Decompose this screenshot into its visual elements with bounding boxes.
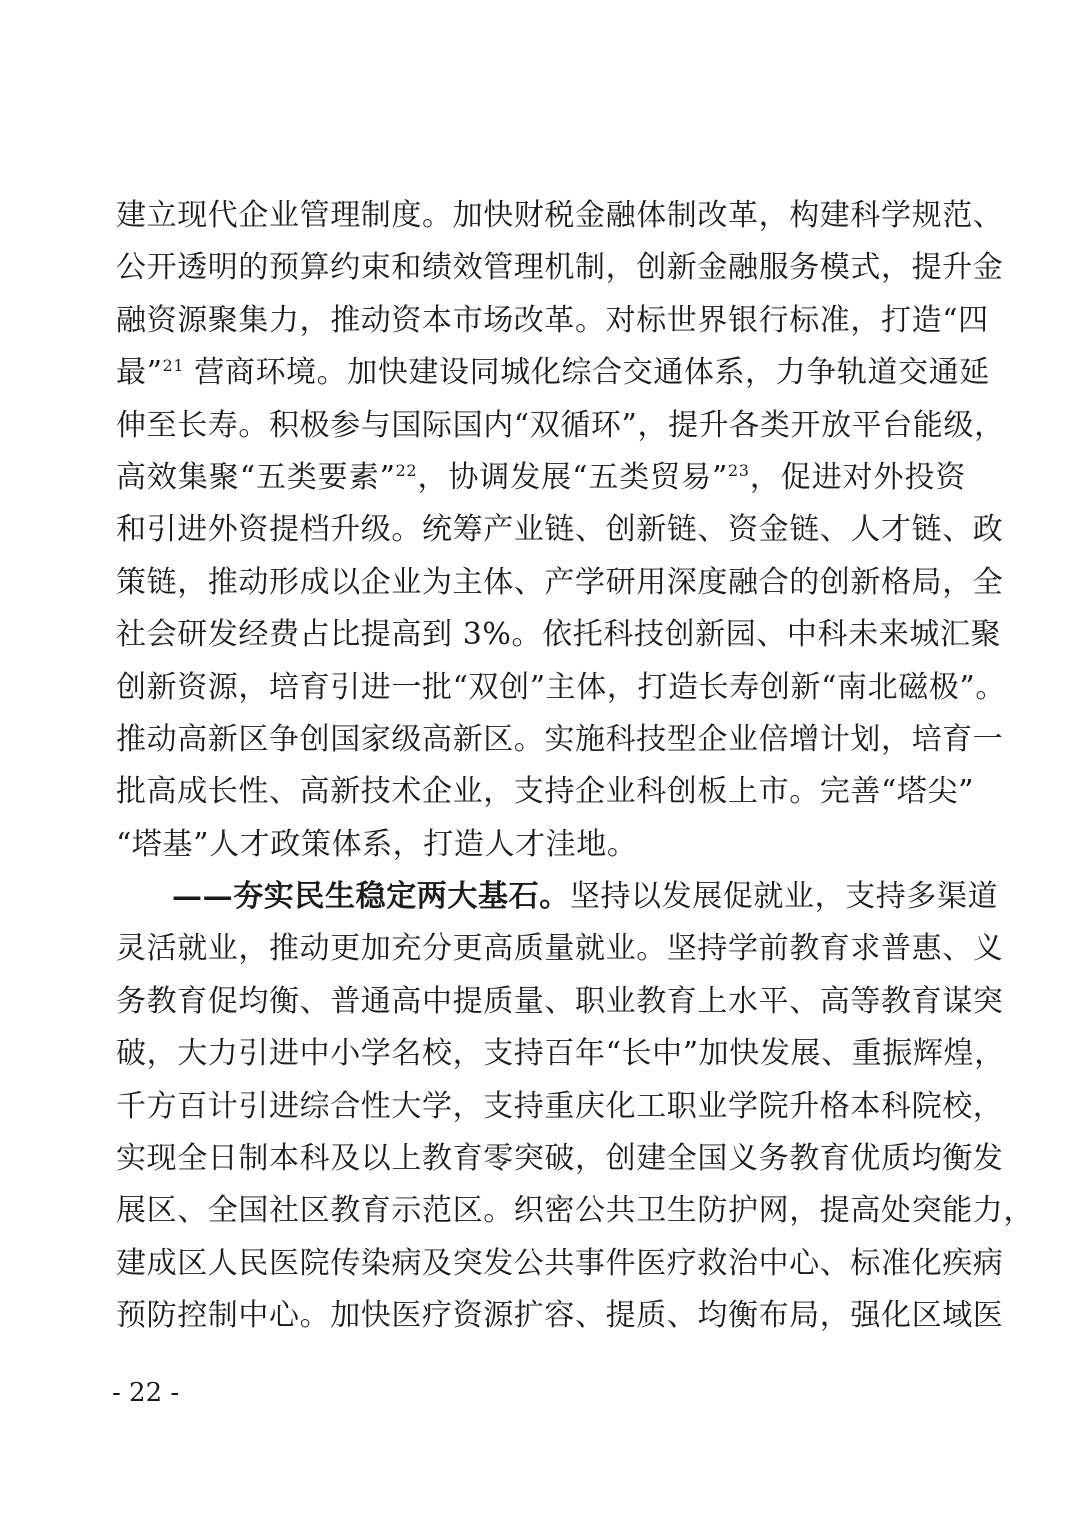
text-line: 破，大力引进中小学名校，支持百年“长中”加快发展、重振辉煌，: [116, 1036, 1005, 1072]
text-line: [116, 347, 990, 399]
text-line: [116, 871, 999, 923]
text-span: 高效集聚“五类要素”: [116, 459, 396, 495]
text-line: 社会研发经费占比提高到 3%。依托科技创新园、中科未来城汇聚: [116, 617, 1002, 653]
text-line: 批高成长性、高新技术企业，支持企业科创板上市。完善“塔尖”: [116, 774, 975, 810]
text-span: ，协调发展“五类贸易”: [417, 459, 728, 495]
text-line: 实现全日制本科及以上教育零突破，创建全国义务教育优质均衡发: [116, 1141, 1004, 1177]
footnote-ref-23: 23: [727, 460, 750, 480]
text-line: 策链，推动形成以企业为主体、产学研用深度融合的创新格局，全: [116, 564, 1004, 600]
text-line: 展区、全国社区教育示范区。织密公共卫生防护网，提高处突能力，: [116, 1193, 1034, 1229]
page-number: - 22 -: [112, 1378, 180, 1408]
text-line: 和引进外资提档升级。统筹产业链、创新链、资金链、人才链、政: [116, 512, 1004, 548]
text-line: 伸至长寿。积极参与国际国内“双循环”，提升各类开放平台能级，: [116, 407, 1005, 443]
text-line: [116, 452, 966, 504]
text-line: 建立现代企业管理制度。加快财税金融体制改革，构建科学规范、: [116, 198, 1004, 233]
text-span: 营商环境。加快建设同城化综合交通体系，力争轨道交通延: [194, 355, 990, 391]
text-span: ，促进对外投资: [749, 459, 966, 495]
text-line: 预防控制中心。加快医疗资源扩容、提质、均衡布局，强化区域医: [116, 1298, 1004, 1334]
text-line: 创新资源，培育引进一批“双创”主体，打造长寿创新“南北磁极”。: [116, 669, 1006, 705]
footnote-ref-22: 22: [395, 460, 418, 480]
text-line: “塔基”人才政策体系，打造人才洼地。: [116, 826, 638, 862]
text-line: 千方百计引进综合性大学，支持重庆化工职业学院升格本科院校，: [116, 1088, 1004, 1124]
text-line: 公开透明的预算约束和绩效管理机制，创新金融服务模式，提升金: [116, 250, 1004, 286]
section-heading: ——夯实民生稳定两大基石。: [172, 879, 570, 915]
text-line: 建成区人民医院传染病及突发公共事件医疗救治中心、标准化疾病: [116, 1245, 1004, 1281]
text-line: 融资源聚集力，推动资本市场改革。对标世界银行标准，打造“四: [116, 302, 989, 338]
text-line: 灵活就业，推动更加充分更高质量就业。坚持学前教育求普惠、义: [116, 931, 1004, 967]
text-line: 推动高新区争创国家级高新区。实施科技型企业倍增计划，培育一: [116, 721, 1004, 757]
footnote-ref-21: 21: [162, 356, 185, 376]
body-text: [116, 190, 1034, 1343]
text-line: 务教育促均衡、普通高中提质量、职业教育上水平、高等教育谋突: [116, 983, 1004, 1019]
text-span: 坚持以发展促就业，支持多渠道: [569, 879, 999, 915]
text-span: 最”: [116, 355, 163, 391]
